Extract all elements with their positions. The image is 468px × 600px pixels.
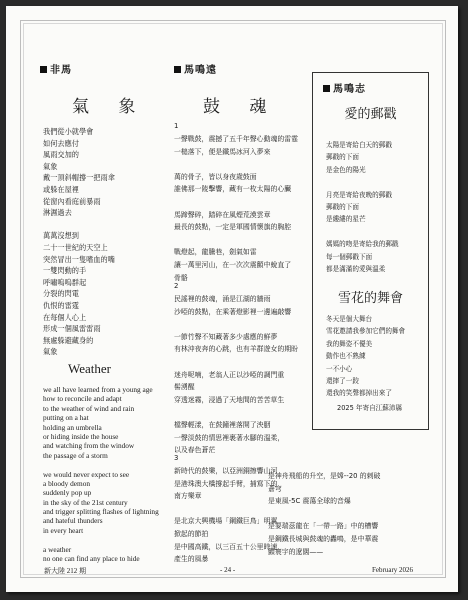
- poem-line: 是港珠澳大橋撐起手臂，捕寫下的: [174, 479, 278, 488]
- poem-line: 太陽是寄給白天的郵戳: [326, 141, 392, 149]
- poem-line: 是東風-5C 震蕩全球的音爆: [268, 497, 351, 506]
- poem-line: 我的舞姿不優美: [326, 339, 373, 348]
- poem-line: 掀起的節拍: [174, 529, 209, 538]
- poem-line: holding an umbrella: [43, 422, 102, 432]
- poem-line: [174, 158, 314, 171]
- poem-line: 每一個郵戳下面: [326, 252, 373, 261]
- poem-line: 一聲戰鼓，震撼了五千年聲心動魂的雷霆: [174, 135, 299, 143]
- footer-page-number: - 24 -: [220, 566, 236, 574]
- poem-line: 戴一頂斜帽撐一把雨傘: [43, 173, 115, 183]
- poem-line: 一節竹聲不知藏著多少處應的鮮夢: [174, 332, 278, 341]
- poem-line: 顫寰宇的遼闊——: [268, 547, 324, 556]
- poem-line: 一雙閃動的手: [43, 266, 87, 276]
- poem-line: 冬天是個大舞台: [326, 315, 373, 323]
- poem-line: 萬的骨子，皆以身夜歲鼓面: [174, 172, 257, 181]
- section-num-3: 3: [174, 454, 179, 462]
- poem-line: 氣象: [43, 161, 58, 171]
- poem-line: 最長的鼓點，一定是軍國情懷旗的胸腔: [174, 223, 292, 232]
- poem-line: 還摔了一跤: [326, 376, 359, 385]
- poem-line: [174, 196, 314, 209]
- poem-line: 形成一個風雷雷雨: [43, 324, 101, 334]
- poem-line: [43, 460, 159, 469]
- poem-love-postmark: [326, 139, 399, 275]
- poem-line: 蒼穹: [268, 484, 282, 493]
- signature-line: 2025 年寄自江蘇沛縣: [337, 404, 403, 412]
- poem-title-snowflake-ball: 雪花的舞會: [337, 291, 403, 306]
- poem-line: 一槌落下，便是鐵馬冰河入夢來: [174, 147, 271, 156]
- poem-line: [326, 226, 399, 238]
- poem-line: to the weather of wind and rain: [43, 403, 135, 413]
- square-bullet-icon: [40, 66, 47, 73]
- poem-line: putting on a hat: [43, 413, 89, 423]
- poem-line: 都是滿滿的愛與溫柔: [326, 264, 386, 273]
- poem-line: 媽媽的吻是寄給我的郵戳: [326, 240, 399, 249]
- poem-line: 萬萬沒想到: [43, 231, 79, 241]
- poem-line: [174, 318, 314, 331]
- poem-line: 產生的風暴: [174, 555, 209, 564]
- poem-line: 是神舟飛船的升空，是嫦--20 的刺破: [268, 472, 381, 480]
- poem-line: 如何去應付: [43, 138, 79, 148]
- poem-line: 或躲在屋裡: [43, 184, 79, 194]
- poem-line: 突然冒出一隻嗜血的嘴: [43, 254, 115, 264]
- poem-line: 從窗內看庭前暴雨: [43, 196, 101, 206]
- poem-title-love-postmark: 愛的郵戳: [344, 107, 397, 122]
- author-name: 非馬: [50, 65, 72, 76]
- poem-line: the passage of a storm: [43, 450, 108, 460]
- section-num-1: 1: [174, 122, 179, 130]
- poem-snowflake-ball: [326, 313, 405, 400]
- footer-issue: 新大陸 212 期: [44, 567, 86, 575]
- poem-line: 馬蹄聲碎，踏碎在風煙荒漠雲章: [174, 210, 271, 219]
- author-box: [323, 80, 366, 95]
- poem-line: [326, 176, 399, 188]
- poem-line: [174, 406, 314, 419]
- poem-line: 我們從小就學會: [43, 127, 94, 136]
- poem-line: [43, 535, 159, 544]
- author-name: 馬鳴志: [333, 84, 366, 95]
- poem-line: how to reconcile and adapt: [43, 394, 122, 404]
- poem-line: 月亮是寄給夜晚的郵戳: [326, 190, 392, 199]
- poem-line: 二十一世紀的天空上: [43, 242, 108, 252]
- poem-title-weather-en: Weather: [68, 361, 111, 376]
- poem-line: we would never expect to see: [43, 469, 130, 479]
- poem-line: 沙啞的鼓點，在乘著燈影裡一邊遍敲響: [174, 307, 292, 316]
- poem-line: 戰燈起，龍騰巷，劍氣如雷: [174, 248, 257, 257]
- poem-line: 無處躲避藏身的: [43, 335, 94, 345]
- section-num-2: 2: [174, 282, 179, 290]
- poem-line: 仇恨的雷霆: [43, 300, 79, 310]
- poem-line: a weather: [43, 544, 72, 554]
- poem-line: no one can find any place to hide: [43, 554, 140, 564]
- poem-line: we all have learned from a young age: [43, 385, 153, 394]
- poem-line: 南方樂章: [174, 492, 202, 501]
- poem-line: [43, 219, 115, 231]
- poem-line: or hiding inside the house: [43, 431, 119, 441]
- poem-weather-en: [43, 385, 159, 563]
- poem-line: 民謠裡的鼓魂，涌是江湖的牆雨: [174, 295, 271, 303]
- magazine-page: [6, 6, 458, 592]
- poem-line: 一聲淡鼓的情思裡裹著水腳的溫柔，: [174, 433, 285, 442]
- poem-line: 新時代的鼓樂，以亞洲銅擦響山河: [174, 467, 278, 475]
- poem-line: [268, 508, 380, 521]
- poem-line: 動作也不熟練: [326, 352, 366, 361]
- poem-line: and watching from the window: [43, 441, 135, 451]
- poem-line: 淋濕過去: [43, 208, 72, 218]
- footer-date: February 2026: [372, 566, 414, 574]
- poem-line: and hateful thunders: [43, 516, 103, 526]
- poem-line: 髻湧醒: [174, 383, 195, 392]
- poem-line: 是中國高鐵，以三百五十公里時速: [174, 542, 278, 551]
- poem-drum-soul-section-1: [174, 133, 314, 284]
- boxed-poems: [312, 72, 429, 430]
- poem-line: 穿透迷霧，浸過了天地間的苦苦草生: [174, 395, 285, 404]
- poem-line: [174, 356, 314, 369]
- poem-line: 有林沖夜奔的心跳，也有羊群遊女的期盼: [174, 345, 299, 354]
- poem-line: 誰佛那一陵擊響，藏有一枚太陽的心臟: [174, 185, 292, 194]
- poem-title-drum-soul: 鼓 魂: [203, 97, 279, 117]
- poem-line: 以及春色蒼茫: [174, 446, 216, 455]
- poem-line: 氣象: [43, 347, 58, 357]
- poem-line: 迷舟呢喃，老翁人正以沙啞的調門重: [174, 370, 285, 379]
- poem-line: 是縷縷的星芒: [326, 215, 366, 224]
- poem-line: and trigger splitting flashes of lightning: [43, 507, 159, 517]
- poem-line: suddenly pop up: [43, 488, 92, 498]
- poem-line: 雪花邀請我參加它們的舞會: [326, 327, 406, 336]
- poem-line: 檔聲輕漾，在鼓鐘裡落開了泱胭: [174, 420, 271, 429]
- poem-line: in the sky of the 21st century: [43, 497, 128, 507]
- poem-drum-soul-section-2: [174, 293, 314, 457]
- poem-line: 讓一萬里河山，在一次次震顫中蛻直了: [174, 260, 292, 269]
- poem-drum-soul-continued: [268, 470, 380, 558]
- poem-line: 分裂的閃電: [43, 289, 79, 299]
- poem-line: a bloody demon: [43, 478, 91, 488]
- poem-line: in every heart: [43, 525, 84, 535]
- poem-line: [174, 234, 314, 247]
- poem-line: 是北京大興機場「鋼鐵巨鳥」明翼: [174, 517, 278, 526]
- poem-line: 一不小心: [326, 364, 353, 373]
- poem-line: 在每個人心上: [43, 312, 87, 322]
- poem-line: 郵戳的下面: [326, 153, 359, 162]
- poem-line: 是金色的陽光: [326, 165, 366, 174]
- poem-line: 骨骼: [174, 273, 188, 282]
- poem-line: 還我的笑聲都掉出來了: [326, 389, 392, 398]
- author-col1: [40, 61, 72, 76]
- poem-line: 呼嘯嗚嗚群起: [43, 277, 87, 287]
- poem-title-weather-zh: 氣 象: [72, 97, 148, 117]
- author-name: 馬鳴遠: [184, 65, 217, 76]
- author-col2: [174, 61, 217, 76]
- poem-weather-zh: [43, 126, 115, 358]
- poem-line: 風雨交加的: [43, 150, 79, 160]
- square-bullet-icon: [174, 66, 181, 73]
- square-bullet-icon: [323, 85, 330, 92]
- poem-line: 是鋼鐵長城與鼓魂的轟鳴，是中華震: [268, 534, 379, 543]
- poem-line: 是要瑞茲龍在「一帶一路」中的槽響: [268, 522, 379, 531]
- poem-line: 郵戳的下面: [326, 202, 359, 211]
